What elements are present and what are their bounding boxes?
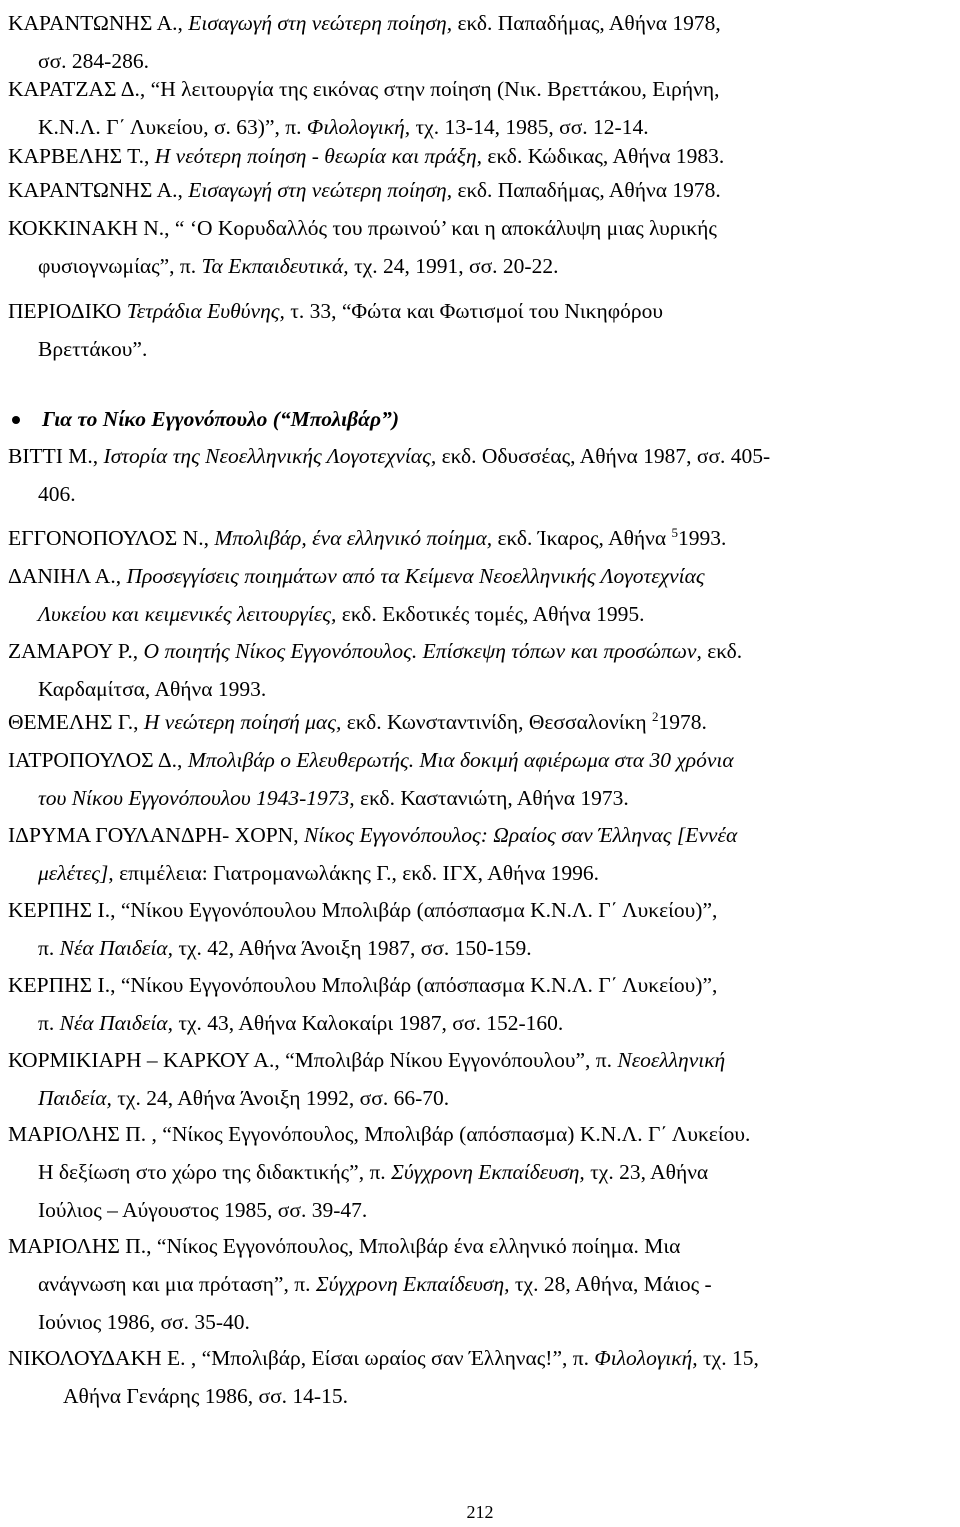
bib-entry: ΚΑΡΑΝΤΩΝΗΣ Α., Εισαγωγή στη νεώτερη ποίηση, εκδ. Παπαδήμας, Αθήνα 1978, σσ. 284-286. xyxy=(8,11,721,73)
bib-entry: ΚΟΚΚΙΝΑΚΗ Ν., “ ‘Ο Κορυδαλλός του πρωινού’ και η αποκάλυψη μιας λυρικής φυσιογνωμίας”, π. Τα Εκπαιδευτικά, τχ. 24, 1991, σσ. 20-22. xyxy=(8,216,717,278)
section-heading: Για το Νίκο Εγγονόπουλο (“Μπολιβάρ”) xyxy=(8,400,399,438)
bib-entry: ΘΕΜΕΛΗΣ Γ., Η νεώτερη ποίησή μας, εκδ. Κωνσταντινίδη, Θεσσαλονίκη $^2$1978. xyxy=(8,708,707,734)
bib-entry: ΙΔΡΥΜΑ ΓΟΥΛΑΝΔΡΗ- ΧΟΡΝ, Νίκος Εγγονόπουλος: Ωραίος σαν Έλληνας [Εννέα μελέτες], επιμέλεια: Γιατρομανωλάκης Γ., εκδ. ΙΓΧ, Αθήνα 1996. xyxy=(8,823,738,885)
bib-entry: ΔΑΝΙΗΛ Α., Προσεγγίσεις ποιημάτων από τα Κείμενα Νεοελληνικής Λογοτεχνίας Λυκείου και κειμενικές λειτουργίες, εκδ. Εκδοτικές τομές, Αθήνα 1995. xyxy=(8,564,705,626)
bib-entry: ΖΑΜΑΡΟΥ Ρ., Ο ποιητής Νίκος Εγγονόπουλος. Επίσκεψη τόπων και προσώπων, εκδ. Καρδαμίτσα, Αθήνα 1993. xyxy=(8,639,743,701)
bib-entry: ΠΕΡΙΟΔΙΚΟ Τετράδια Ευθύνης, τ. 33, “Φώτα και Φωτισμοί του Νικηφόρου Βρεττάκου”. xyxy=(8,299,664,361)
bib-entry: ΝΙΚΟΛΟΥΔΑΚΗ Ε. , “Μπολιβάρ, Είσαι ωραίος σαν Έλληνας!”, π. Φιλολογική, τχ. 15, Αθήνα Γενάρης 1986, σσ. 14-15. xyxy=(8,1346,759,1408)
bullet-icon xyxy=(12,416,20,424)
bib-entry: ΚΑΡΑΤΖΑΣ Δ., “Η λειτουργία της εικόνας στην ποίηση (Νικ. Βρεττάκου, Ειρήνη, Κ.Ν.Λ. Γ΄ Λυκείου, σ. 63)”, π. Φιλολογική, τχ. 13-14, 1985, σσ. 12-14. xyxy=(8,77,720,139)
bib-entry: ΚΑΡΒΕΛΗΣ Τ., Η νεότερη ποίηση - θεωρία και πράξη, εκδ. Κώδικας, Αθήνα 1983. xyxy=(8,144,725,168)
bib-entry: ΜΑΡΙΟΛΗΣ Π. , “Νίκος Εγγονόπουλος, Μπολιβάρ (απόσπασμα) Κ.Ν.Λ. Γ΄ Λυκείου. Η δεξίωση στο χώρο της διδακτικής”, π. Σύγχρονη Εκπαίδευση, τχ. 23, Αθήνα Ιούλιος – Αύγουστος 1985, σσ. 39-47. xyxy=(8,1122,751,1222)
bib-entry: ΒΙΤΤΙ Μ., Ιστορία της Νεοελληνικής Λογοτεχνίας, εκδ. Οδυσσέας, Αθήνα 1987, σσ. 405- 406. xyxy=(8,444,771,506)
bib-entry: ΚΑΡΑΝΤΩΝΗΣ Α., Εισαγωγή στη νεώτερη ποίηση, εκδ. Παπαδήμας, Αθήνα 1978. xyxy=(8,178,721,202)
page-number: 212 xyxy=(466,1502,494,1522)
bib-entry: ΜΑΡΙΟΛΗΣ Π., “Νίκος Εγγονόπουλος, Μπολιβάρ ένα ελληνικό ποίημα. Μια ανάγνωση και μια πρόταση”, π. Σύγχρονη Εκπαίδευση, τχ. 28, Αθήνα, Μάιος - Ιούνιος 1986, σσ. 35-40. xyxy=(8,1234,712,1334)
bib-entry: ΚΕΡΠΗΣ Ι., “Νίκου Εγγονόπουλου Μπολιβάρ (απόσπασμα Κ.Ν.Λ. Γ΄ Λυκείου)”, π. Νέα Παιδεία, τχ. 43, Αθήνα Καλοκαίρι 1987, σσ. 152-160. xyxy=(8,973,718,1035)
bib-entry: ΙΑΤΡΟΠΟΥΛΟΣ Δ., Μπολιβάρ ο Ελευθερωτής. Μια δοκιμή αφιέρωμα στα 30 χρόνια του Νίκου Εγγονόπουλου 1943-1973, εκδ. Καστανιώτη, Αθήνα 1973. xyxy=(8,748,734,810)
bib-entry: ΚΕΡΠΗΣ Ι., “Νίκου Εγγονόπουλου Μπολιβάρ (απόσπασμα Κ.Ν.Λ. Γ΄ Λυκείου)”, π. Νέα Παιδεία, τχ. 42, Αθήνα Άνοιξη 1987, σσ. 150-159. xyxy=(8,898,718,960)
bib-entry: ΚΟΡΜΙΚΙΑΡΗ – ΚΑΡΚΟΥ Α., “Μπολιβάρ Νίκου Εγγονόπουλου”, π. Νεοελληνική Παιδεία, τχ. 24, Αθήνα Άνοιξη 1992, σσ. 66-70. xyxy=(8,1048,726,1110)
bib-entry: ΕΓΓΟΝΟΠΟΥΛΟΣ Ν., Μπολιβάρ, ένα ελληνικό ποίημα, εκδ. Ίκαρος, Αθήνα $^5$1993. xyxy=(8,524,727,550)
